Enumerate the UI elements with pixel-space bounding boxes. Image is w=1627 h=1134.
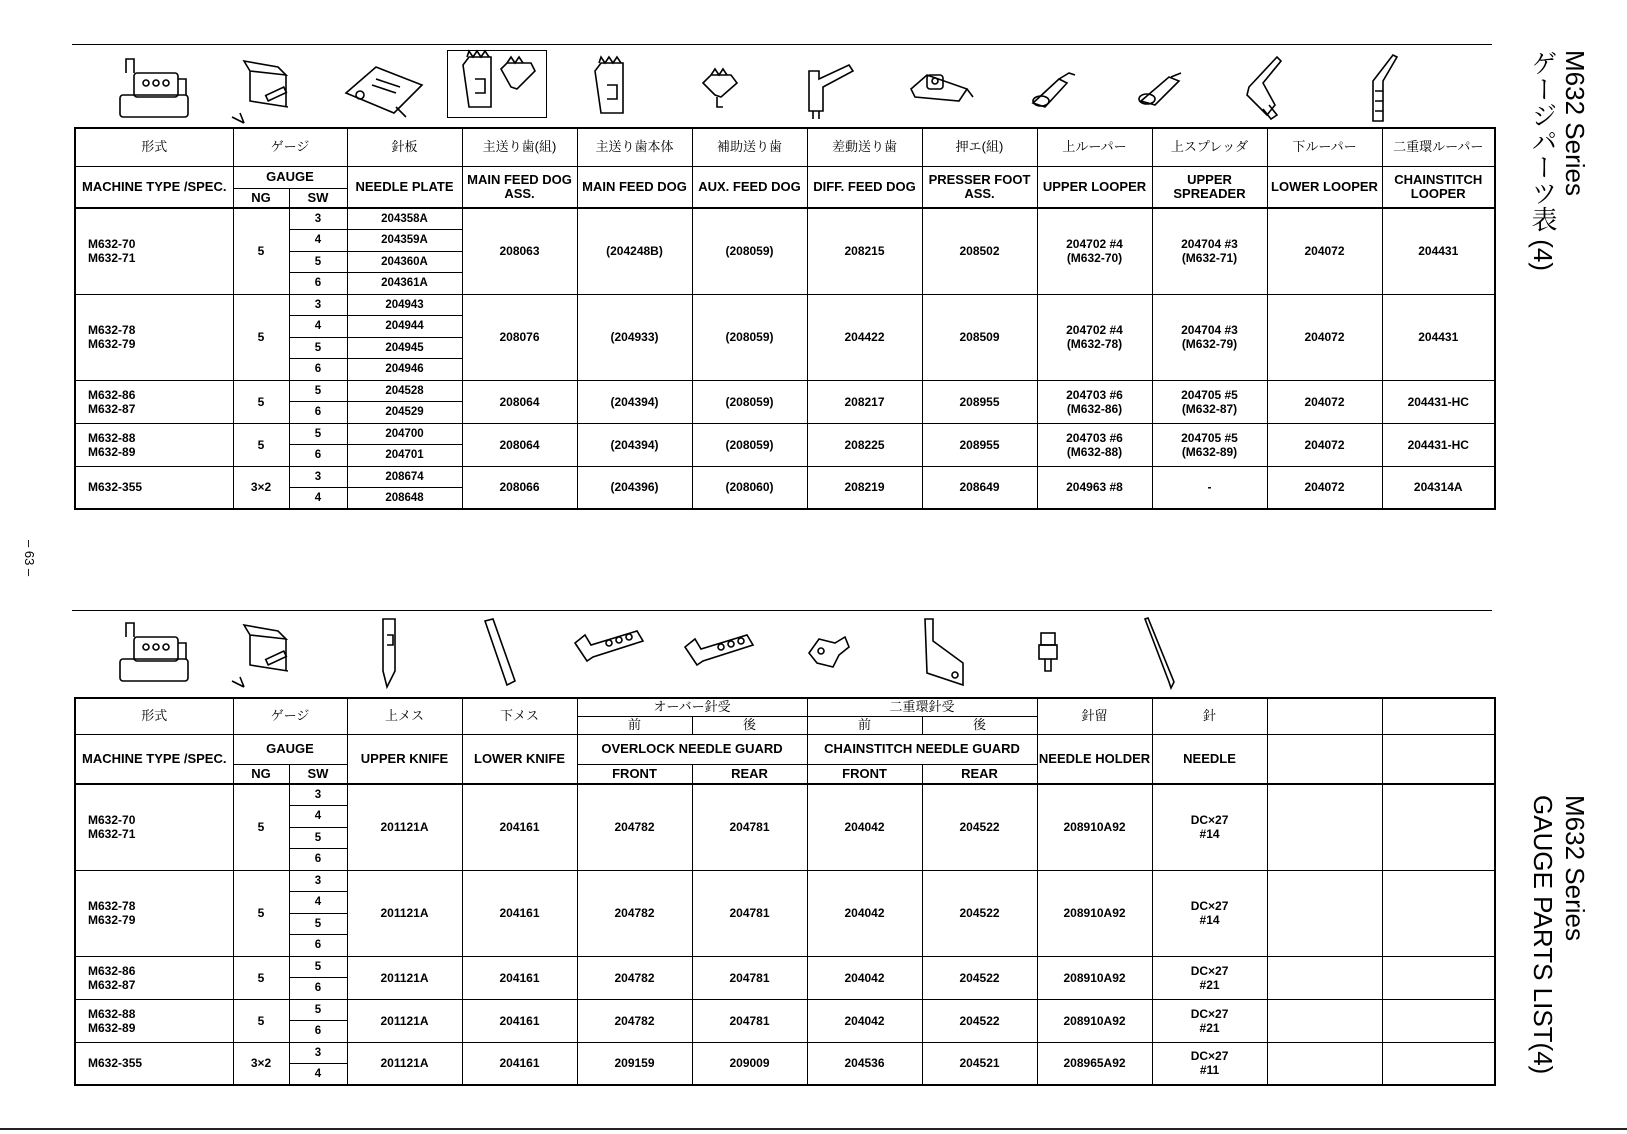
upper-looper-icon bbox=[999, 48, 1099, 132]
gauge-icon bbox=[214, 612, 314, 696]
overlock-needle-guard-front-icon bbox=[559, 612, 659, 696]
upper-spreader-cell: 204704 #3 (M632-79) bbox=[1152, 294, 1267, 380]
presser-foot-cell: 208955 bbox=[922, 380, 1037, 423]
hdr-jp-cs-rear: 後 bbox=[922, 716, 1037, 734]
hdr-en-needle-holder: NEEDLE HOLDER bbox=[1037, 734, 1152, 784]
hdr-en-upper-spreader: UPPER SPREADER bbox=[1152, 166, 1267, 208]
sw-cell: 6 bbox=[289, 445, 347, 467]
chainstitch-looper-cell: 204431-HC bbox=[1382, 380, 1495, 423]
table-row bbox=[75, 999, 1495, 1021]
needle-cell: DC×27 #14 bbox=[1152, 870, 1267, 956]
hdr-jp-machine-type: 形式 bbox=[75, 128, 233, 166]
hdr-jp-upper-knife: 上メス bbox=[347, 698, 462, 734]
machine-icon bbox=[104, 612, 204, 696]
model-cell: M632-70 M632-71 bbox=[75, 208, 233, 294]
needle-plate-cell: 204529 bbox=[347, 402, 462, 424]
needle-plate-cell: 204528 bbox=[347, 380, 462, 402]
needle-plate-cell: 204943 bbox=[347, 294, 462, 316]
presser-foot-cell: 208509 bbox=[922, 294, 1037, 380]
hdr-en-main-feed-dog-ass: MAIN FEED DOG ASS. bbox=[462, 166, 577, 208]
hdr-en-needle-plate: NEEDLE PLATE bbox=[347, 166, 462, 208]
ng-cell: 3×2 bbox=[233, 466, 289, 509]
hdr-en-diff-feed-dog: DIFF. FEED DOG bbox=[807, 166, 922, 208]
ng-cell: 5 bbox=[233, 870, 289, 956]
title-en-line2: GAUGE PARTS LIST(4) bbox=[1528, 795, 1558, 1075]
ol-front-cell: 209159 bbox=[577, 1042, 692, 1085]
main-feed-dog-cell: (204394) bbox=[577, 423, 692, 466]
ng-cell: 5 bbox=[233, 380, 289, 423]
hdr-jp-gauge: ゲージ bbox=[233, 698, 347, 734]
upper-looper-cell: 204702 #4 (M632-70) bbox=[1037, 208, 1152, 294]
top-parts-table bbox=[74, 127, 1496, 510]
sw-cell: 5 bbox=[289, 827, 347, 849]
upper-looper-cell: 204703 #6 (M632-88) bbox=[1037, 423, 1152, 466]
hdr-jp-lower-looper: 下ルーパー bbox=[1267, 128, 1382, 166]
needle-cell: DC×27 #14 bbox=[1152, 784, 1267, 870]
hdr-jp-needle-holder: 針留 bbox=[1037, 698, 1152, 734]
chainstitch-looper-icon bbox=[1329, 48, 1429, 132]
sw-cell: 5 bbox=[289, 913, 347, 935]
needle-plate-cell: 204944 bbox=[347, 316, 462, 338]
hdr-en-cs-rear: REAR bbox=[922, 764, 1037, 784]
lower-looper-icon bbox=[1219, 48, 1319, 132]
chainstitch-needle-guard-rear-icon bbox=[889, 612, 989, 696]
empty-cell bbox=[1382, 999, 1495, 1042]
main-feed-dog-ass-icon-svg bbox=[455, 45, 539, 123]
machine-icon-svg bbox=[112, 615, 196, 693]
overlock-needle-guard-front-icon-svg bbox=[567, 615, 651, 693]
empty-header-cell bbox=[1382, 734, 1495, 784]
hdr-jp-upper-looper: 上ルーパー bbox=[1037, 128, 1152, 166]
hdr-jp-chainstitch-needle-guard: 二重環針受 bbox=[807, 698, 1037, 716]
hdr-jp-aux-feed-dog: 補助送り歯 bbox=[692, 128, 807, 166]
hdr-jp-diff-feed-dog: 差動送り歯 bbox=[807, 128, 922, 166]
chainstitch-needle-guard-rear-icon-svg bbox=[897, 615, 981, 693]
cs-front-cell: 204042 bbox=[807, 784, 922, 870]
empty-header-cell bbox=[1267, 698, 1382, 734]
aux-feed-dog-cell: (208059) bbox=[692, 380, 807, 423]
lower-knife-cell: 204161 bbox=[462, 870, 577, 956]
needle-holder-icon bbox=[999, 612, 1099, 696]
needle-plate-cell: 208674 bbox=[347, 466, 462, 488]
model-cell: M632-70 M632-71 bbox=[75, 784, 233, 870]
needle-holder-cell: 208910A92 bbox=[1037, 956, 1152, 999]
needle-plate-cell: 208648 bbox=[347, 488, 462, 510]
table-row bbox=[75, 294, 1495, 316]
gauge-icon-svg bbox=[222, 51, 306, 129]
upper-spreader-cell: 204705 #5 (M632-87) bbox=[1152, 380, 1267, 423]
table-row bbox=[75, 956, 1495, 978]
hdr-en-ol-front: FRONT bbox=[577, 764, 692, 784]
model-cell: M632-86 M632-87 bbox=[75, 380, 233, 423]
ng-cell: 5 bbox=[233, 423, 289, 466]
empty-cell bbox=[1267, 956, 1382, 999]
needle-holder-cell: 208910A92 bbox=[1037, 999, 1152, 1042]
ng-cell: 5 bbox=[233, 956, 289, 999]
upper-knife-icon-svg bbox=[347, 615, 431, 693]
main-feed-dog-cell: (204933) bbox=[577, 294, 692, 380]
empty-cell bbox=[1267, 999, 1382, 1042]
table-row bbox=[75, 423, 1495, 445]
sw-cell: 5 bbox=[289, 380, 347, 402]
hdr-jp-main-feed-dog: 主送り歯本体 bbox=[577, 128, 692, 166]
lower-looper-cell: 204072 bbox=[1267, 294, 1382, 380]
sw-cell: 3 bbox=[289, 294, 347, 316]
hdr-jp-gauge: ゲージ bbox=[233, 128, 347, 166]
hdr-jp-machine-type: 形式 bbox=[75, 698, 233, 734]
needle-plate-icon-svg bbox=[342, 51, 426, 129]
lower-knife-icon-svg bbox=[457, 615, 541, 693]
diff-feed-dog-cell: 204422 bbox=[807, 294, 922, 380]
ol-rear-cell: 204781 bbox=[692, 999, 807, 1042]
empty-cell bbox=[1382, 1042, 1495, 1085]
hdr-sw: SW bbox=[289, 764, 347, 784]
chainstitch-looper-cell: 204314A bbox=[1382, 466, 1495, 509]
title-en-line1: M632 Series bbox=[1560, 795, 1590, 941]
needle-plate-cell: 204701 bbox=[347, 445, 462, 467]
lower-knife-cell: 204161 bbox=[462, 784, 577, 870]
sw-cell: 4 bbox=[289, 892, 347, 914]
hdr-en-upper-knife: UPPER KNIFE bbox=[347, 734, 462, 784]
page-number: – 63 – bbox=[22, 540, 37, 577]
needle-plate-cell: 204946 bbox=[347, 359, 462, 381]
upper-knife-cell: 201121A bbox=[347, 870, 462, 956]
table-row bbox=[75, 380, 1495, 402]
hdr-jp-ol-rear: 後 bbox=[692, 716, 807, 734]
cs-rear-cell: 204522 bbox=[922, 956, 1037, 999]
presser-foot-cell: 208955 bbox=[922, 423, 1037, 466]
needle-plate-cell: 204360A bbox=[347, 251, 462, 273]
sw-cell: 6 bbox=[289, 359, 347, 381]
diff-feed-dog-cell: 208215 bbox=[807, 208, 922, 294]
upper-looper-cell: 204963 #8 bbox=[1037, 466, 1152, 509]
model-cell: M632-355 bbox=[75, 1042, 233, 1085]
upper-looper-cell: 204703 #6 (M632-86) bbox=[1037, 380, 1152, 423]
diff-feed-dog-cell: 208217 bbox=[807, 380, 922, 423]
upper-looper-cell: 204702 #4 (M632-78) bbox=[1037, 294, 1152, 380]
hdr-en-machine-type: MACHINE TYPE /SPEC. bbox=[75, 166, 233, 208]
needle-plate-cell: 204358A bbox=[347, 208, 462, 230]
model-cell: M632-86 M632-87 bbox=[75, 956, 233, 999]
main-feed-dog-ass-cell: 208076 bbox=[462, 294, 577, 380]
needle-holder-cell: 208910A92 bbox=[1037, 784, 1152, 870]
hdr-jp-lower-knife: 下メス bbox=[462, 698, 577, 734]
lower-looper-cell: 204072 bbox=[1267, 380, 1382, 423]
upper-spreader-icon bbox=[1109, 48, 1209, 132]
hdr-jp-ol-front: 前 bbox=[577, 716, 692, 734]
hdr-en-needle: NEEDLE bbox=[1152, 734, 1267, 784]
sw-cell: 6 bbox=[289, 402, 347, 424]
needle-plate-cell: 204700 bbox=[347, 423, 462, 445]
table-row bbox=[75, 784, 1495, 806]
table-row bbox=[75, 466, 1495, 488]
hdr-en-ol-rear: REAR bbox=[692, 764, 807, 784]
hdr-en-main-feed-dog: MAIN FEED DOG bbox=[577, 166, 692, 208]
main-feed-dog-ass-cell: 208063 bbox=[462, 208, 577, 294]
cs-rear-cell: 204521 bbox=[922, 1042, 1037, 1085]
needle-holder-icon-svg bbox=[1007, 615, 1091, 693]
bottom-icon-row bbox=[74, 612, 1494, 696]
upper-knife-cell: 201121A bbox=[347, 784, 462, 870]
table-row bbox=[75, 870, 1495, 892]
table-row bbox=[75, 1042, 1495, 1064]
hdr-jp-needle-plate: 針板 bbox=[347, 128, 462, 166]
needle-plate-cell: 204361A bbox=[347, 273, 462, 295]
empty-cell bbox=[1382, 870, 1495, 956]
upper-knife-cell: 201121A bbox=[347, 956, 462, 999]
hdr-en-overlock-needle-guard: OVERLOCK NEEDLE GUARD bbox=[577, 734, 807, 764]
needle-cell: DC×27 #21 bbox=[1152, 956, 1267, 999]
hdr-jp-chainstitch-looper: 二重環ルーパー bbox=[1382, 128, 1495, 166]
model-cell: M632-88 M632-89 bbox=[75, 999, 233, 1042]
ng-cell: 5 bbox=[233, 208, 289, 294]
needle-cell: DC×27 #21 bbox=[1152, 999, 1267, 1042]
aux-feed-dog-icon bbox=[669, 48, 769, 132]
upper-knife-icon bbox=[339, 612, 439, 696]
sw-cell: 6 bbox=[289, 978, 347, 1000]
upper-spreader-cell: 204704 #3 (M632-71) bbox=[1152, 208, 1267, 294]
hdr-en-presser-foot: PRESSER FOOT ASS. bbox=[922, 166, 1037, 208]
lower-knife-cell: 204161 bbox=[462, 999, 577, 1042]
main-feed-dog-icon-svg bbox=[567, 51, 651, 129]
main-feed-dog-cell: (204394) bbox=[577, 380, 692, 423]
ol-front-cell: 204782 bbox=[577, 870, 692, 956]
chainstitch-needle-guard-front-icon bbox=[779, 612, 879, 696]
diff-feed-dog-icon-svg bbox=[787, 51, 871, 129]
upper-knife-cell: 201121A bbox=[347, 1042, 462, 1085]
aux-feed-dog-icon-svg bbox=[677, 51, 761, 129]
chainstitch-looper-cell: 204431-HC bbox=[1382, 423, 1495, 466]
diff-feed-dog-cell: 208225 bbox=[807, 423, 922, 466]
ol-rear-cell: 204781 bbox=[692, 784, 807, 870]
lower-looper-cell: 204072 bbox=[1267, 208, 1382, 294]
empty-cell bbox=[1267, 784, 1382, 870]
hdr-ng: NG bbox=[233, 188, 289, 208]
lower-knife-cell: 204161 bbox=[462, 956, 577, 999]
empty-cell bbox=[1267, 1042, 1382, 1085]
hdr-en-chainstitch-looper: CHAINSTITCH LOOPER bbox=[1382, 166, 1495, 208]
needle-holder-cell: 208910A92 bbox=[1037, 870, 1152, 956]
cs-front-cell: 204042 bbox=[807, 870, 922, 956]
main-feed-dog-ass-cell: 208064 bbox=[462, 380, 577, 423]
main-feed-dog-cell: (204248B) bbox=[577, 208, 692, 294]
empty-header-cell bbox=[1382, 698, 1495, 734]
sw-cell: 6 bbox=[289, 935, 347, 957]
ol-rear-cell: 204781 bbox=[692, 956, 807, 999]
title-en bbox=[1560, 795, 1590, 941]
main-feed-dog-ass-icon bbox=[447, 50, 547, 118]
hdr-en-lower-knife: LOWER KNIFE bbox=[462, 734, 577, 784]
cs-front-cell: 204536 bbox=[807, 1042, 922, 1085]
cs-front-cell: 204042 bbox=[807, 999, 922, 1042]
chainstitch-looper-cell: 204431 bbox=[1382, 294, 1495, 380]
aux-feed-dog-cell: (208059) bbox=[692, 423, 807, 466]
overlock-needle-guard-rear-icon-svg bbox=[677, 615, 761, 693]
upper-spreader-cell: 204705 #5 (M632-89) bbox=[1152, 423, 1267, 466]
sw-cell: 5 bbox=[289, 423, 347, 445]
sw-cell: 6 bbox=[289, 273, 347, 295]
main-feed-dog-cell: (204396) bbox=[577, 466, 692, 509]
needle-plate-icon bbox=[329, 48, 439, 132]
cs-rear-cell: 204522 bbox=[922, 784, 1037, 870]
ng-cell: 5 bbox=[233, 784, 289, 870]
model-cell: M632-78 M632-79 bbox=[75, 294, 233, 380]
needle-icon-svg bbox=[1117, 615, 1201, 693]
title-jp-line2: ゲージパーツ表 (4) bbox=[1528, 50, 1558, 271]
sw-cell: 4 bbox=[289, 230, 347, 252]
bottom-parts-table bbox=[74, 697, 1496, 1086]
upper-spreader-cell: - bbox=[1152, 466, 1267, 509]
needle-holder-cell: 208965A92 bbox=[1037, 1042, 1152, 1085]
sw-cell: 3 bbox=[289, 466, 347, 488]
hdr-jp-needle: 針 bbox=[1152, 698, 1267, 734]
needle-icon bbox=[1109, 612, 1209, 696]
upper-knife-cell: 201121A bbox=[347, 999, 462, 1042]
hdr-en-gauge: GAUGE bbox=[233, 734, 347, 764]
bottom-rule bbox=[0, 1128, 1627, 1130]
empty-cell bbox=[1267, 870, 1382, 956]
ol-front-cell: 204782 bbox=[577, 999, 692, 1042]
sw-cell: 4 bbox=[289, 1064, 347, 1086]
top-icon-row bbox=[74, 48, 1494, 132]
sw-cell: 6 bbox=[289, 1021, 347, 1043]
machine-icon-svg bbox=[112, 51, 196, 129]
gauge-icon bbox=[214, 48, 314, 132]
model-cell: M632-88 M632-89 bbox=[75, 423, 233, 466]
needle-cell: DC×27 #11 bbox=[1152, 1042, 1267, 1085]
top-rule bbox=[72, 44, 1492, 45]
hdr-jp-cs-front: 前 bbox=[807, 716, 922, 734]
hdr-jp-upper-spreader: 上スプレッダ bbox=[1152, 128, 1267, 166]
hdr-en-machine-type: MACHINE TYPE /SPEC. bbox=[75, 734, 233, 784]
cs-front-cell: 204042 bbox=[807, 956, 922, 999]
main-feed-dog-ass-cell: 208064 bbox=[462, 423, 577, 466]
aux-feed-dog-cell: (208059) bbox=[692, 294, 807, 380]
model-cell: M632-355 bbox=[75, 466, 233, 509]
lower-knife-icon bbox=[449, 612, 549, 696]
sw-cell: 5 bbox=[289, 999, 347, 1021]
ol-front-cell: 204782 bbox=[577, 784, 692, 870]
aux-feed-dog-cell: (208060) bbox=[692, 466, 807, 509]
hdr-jp-main-feed-dog-ass: 主送り歯(組) bbox=[462, 128, 577, 166]
hdr-jp-presser-foot: 押エ(組) bbox=[922, 128, 1037, 166]
chainstitch-needle-guard-front-icon-svg bbox=[787, 615, 871, 693]
empty-cell bbox=[1382, 956, 1495, 999]
sw-cell: 5 bbox=[289, 251, 347, 273]
table-row bbox=[75, 208, 1495, 230]
chainstitch-looper-cell: 204431 bbox=[1382, 208, 1495, 294]
sw-cell: 4 bbox=[289, 316, 347, 338]
title-jp-line1: M632 Series bbox=[1560, 50, 1590, 196]
needle-plate-cell: 204945 bbox=[347, 337, 462, 359]
hdr-en-chainstitch-needle-guard: CHAINSTITCH NEEDLE GUARD bbox=[807, 734, 1037, 764]
lower-looper-cell: 204072 bbox=[1267, 423, 1382, 466]
presser-foot-icon bbox=[889, 48, 989, 132]
empty-cell bbox=[1382, 784, 1495, 870]
overlock-needle-guard-rear-icon bbox=[669, 612, 769, 696]
hdr-en-upper-looper: UPPER LOOPER bbox=[1037, 166, 1152, 208]
hdr-jp-overlock-needle-guard: オーバー針受 bbox=[577, 698, 807, 716]
sw-cell: 4 bbox=[289, 806, 347, 828]
title-jp-2 bbox=[1528, 50, 1558, 271]
empty-header-cell bbox=[1267, 734, 1382, 784]
ng-cell: 5 bbox=[233, 999, 289, 1042]
main-feed-dog-icon bbox=[559, 48, 659, 132]
sw-cell: 5 bbox=[289, 337, 347, 359]
lower-looper-cell: 204072 bbox=[1267, 466, 1382, 509]
presser-foot-cell: 208502 bbox=[922, 208, 1037, 294]
aux-feed-dog-cell: (208059) bbox=[692, 208, 807, 294]
upper-spreader-icon-svg bbox=[1117, 51, 1201, 129]
ol-rear-cell: 209009 bbox=[692, 1042, 807, 1085]
needle-plate-cell: 204359A bbox=[347, 230, 462, 252]
ng-cell: 5 bbox=[233, 294, 289, 380]
title-en-2 bbox=[1528, 795, 1558, 1074]
sw-cell: 6 bbox=[289, 849, 347, 871]
model-cell: M632-78 M632-79 bbox=[75, 870, 233, 956]
lower-looper-icon-svg bbox=[1227, 51, 1311, 129]
sw-cell: 3 bbox=[289, 208, 347, 230]
hdr-en-lower-looper: LOWER LOOPER bbox=[1267, 166, 1382, 208]
diff-feed-dog-cell: 208219 bbox=[807, 466, 922, 509]
hdr-sw: SW bbox=[289, 188, 347, 208]
presser-foot-cell: 208649 bbox=[922, 466, 1037, 509]
lower-knife-cell: 204161 bbox=[462, 1042, 577, 1085]
main-feed-dog-ass-cell: 208066 bbox=[462, 466, 577, 509]
title-jp bbox=[1560, 50, 1590, 196]
middle-rule bbox=[72, 610, 1492, 611]
hdr-en-cs-front: FRONT bbox=[807, 764, 922, 784]
cs-rear-cell: 204522 bbox=[922, 999, 1037, 1042]
hdr-ng: NG bbox=[233, 764, 289, 784]
machine-icon bbox=[104, 48, 204, 132]
upper-looper-icon-svg bbox=[1007, 51, 1091, 129]
sw-cell: 3 bbox=[289, 870, 347, 892]
hdr-en-aux-feed-dog: AUX. FEED DOG bbox=[692, 166, 807, 208]
diff-feed-dog-icon bbox=[779, 48, 879, 132]
ol-front-cell: 204782 bbox=[577, 956, 692, 999]
chainstitch-looper-icon-svg bbox=[1337, 51, 1421, 129]
ng-cell: 3×2 bbox=[233, 1042, 289, 1085]
sw-cell: 3 bbox=[289, 1042, 347, 1064]
hdr-en-gauge: GAUGE bbox=[233, 166, 347, 188]
gauge-icon-svg bbox=[222, 615, 306, 693]
sw-cell: 4 bbox=[289, 488, 347, 510]
cs-rear-cell: 204522 bbox=[922, 870, 1037, 956]
presser-foot-icon-svg bbox=[897, 51, 981, 129]
ol-rear-cell: 204781 bbox=[692, 870, 807, 956]
sw-cell: 5 bbox=[289, 956, 347, 978]
sw-cell: 3 bbox=[289, 784, 347, 806]
